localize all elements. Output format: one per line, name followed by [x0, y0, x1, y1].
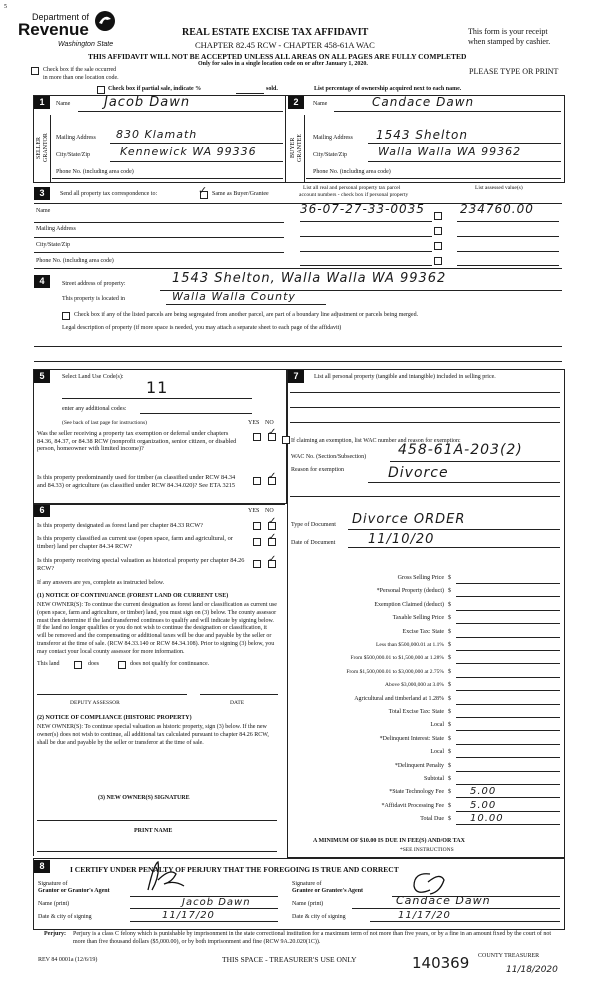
calc-value-line [456, 757, 560, 758]
s3-city-label: City/State/Zip [36, 242, 70, 248]
land-does-label: does [88, 661, 99, 667]
street-label: Street address of property: [62, 281, 126, 287]
warning-text: THIS AFFIDAVIT WILL NOT BE ACCEPTED UNLESS ALL AREAS ON ALL PAGES ARE FULLY COMPLETED [88, 52, 467, 61]
calc-label: Above $3,000,000 at 3.0% [385, 682, 444, 688]
buyer-name[interactable]: Candace Dawn [372, 95, 475, 109]
doc-date-line [348, 547, 560, 548]
grantor-name-line [130, 908, 278, 909]
calc-label: Local [430, 749, 444, 755]
land-use-line [62, 398, 252, 399]
s5-q1-no-mark: ✓ [268, 427, 278, 438]
personal-property-checkbox-2[interactable] [434, 227, 442, 235]
buyer-mailing-label: Mailing Address [313, 135, 353, 141]
seller-name-label: Name [56, 101, 71, 107]
section-4-badge: 4 [34, 275, 50, 288]
new-owner-sig-label: (3) NEW OWNER(S) SIGNATURE [98, 795, 190, 801]
section-2-badge: 2 [288, 96, 304, 109]
calc-dollar-sign: $ [448, 763, 451, 769]
seller-phone-line [52, 178, 283, 179]
calc-dollar-sign: $ [448, 776, 451, 782]
personal-property-checkbox-1[interactable] [434, 212, 442, 220]
county-treasurer-label: COUNTY TREASURER [478, 953, 540, 959]
calc-label: Taxable Selling Price [392, 615, 444, 621]
calc-value-line [456, 824, 560, 825]
partial-sale-checkbox[interactable] [97, 86, 105, 94]
buyer-city-line [368, 161, 561, 162]
land-use-code[interactable]: 11 [146, 378, 169, 397]
grantee-date-label: Date & city of signing [292, 914, 346, 920]
s5-q1-yes[interactable] [253, 433, 261, 441]
doc-type-value[interactable]: Divorce ORDER [352, 512, 466, 527]
s6-q3-no-mark: ✓ [268, 554, 278, 565]
multi-location-checkbox[interactable] [31, 67, 39, 75]
assessed-line-4 [457, 265, 559, 266]
stamp-date: 11/18/2020 [506, 965, 558, 975]
doc-date-value[interactable]: 11/10/20 [368, 532, 435, 547]
parcel-header-2: account numbers - check box if personal property [299, 192, 409, 198]
deputy-line [37, 694, 187, 695]
s6-q3-yes[interactable] [253, 560, 261, 568]
land-does-not-checkbox[interactable] [118, 661, 126, 669]
s6-yes-header: YES [248, 508, 260, 514]
personal-property-checkbox-3[interactable] [434, 242, 442, 250]
seller-phone-label: Phone No. (including area code) [56, 169, 134, 175]
notice-2-title: (2) NOTICE OF COMPLIANCE (HISTORIC PROPERTY) [37, 715, 192, 721]
this-land-label: This land [37, 661, 60, 667]
calc-value-line [456, 744, 560, 745]
correspondence-label: Send all property tax correspondence to: [60, 191, 158, 197]
grantor-date-label: Date & city of signing [38, 914, 92, 920]
buyer-side-divider [304, 115, 305, 182]
calc-label: *Affidavit Processing Fee [381, 803, 444, 809]
s3-phone-label: Phone No. (including area code) [36, 258, 114, 264]
buyer-city[interactable]: Walla Walla WA 99362 [378, 145, 522, 158]
seller-mailing-label: Mailing Address [56, 135, 96, 141]
parcel-header-1: List all real and personal property tax parcel [303, 185, 401, 191]
pp-line-2 [290, 407, 560, 408]
grantee-sig-label-1: Signature of [292, 881, 322, 887]
calc-value-line [456, 677, 560, 678]
doc-type-line [348, 529, 560, 530]
calc-dollar-sign: $ [448, 575, 451, 581]
pp-line-1 [290, 392, 560, 393]
buyer-side-label: BUYER GRANTEE [290, 134, 303, 162]
receipt-number: 140369 [412, 954, 470, 972]
notice-2-body: NEW OWNER(S): To continue special valuation as historic property, sign (3) below. If the new owner(s) does not wish to continue, all additional tax calculated pursuant to chapter 84.26 RCW, shall be due and payable by the seller or transferor at the time of sale. [37, 724, 269, 746]
form-number: REV 84 0001a (12/6/19) [38, 957, 98, 963]
print-name-line [37, 851, 277, 852]
seller-mailing[interactable]: 830 Klamath [116, 128, 198, 141]
buyer-mailing-line [368, 143, 561, 144]
form-title: REAL ESTATE EXCISE TAX AFFIDAVIT [182, 27, 369, 38]
grantee-sig-label-2: Grantee or Grantee's Agent [292, 888, 364, 894]
parcel-line-1 [300, 221, 432, 222]
s6-top-line [33, 504, 285, 505]
calc-dollar-sign: $ [448, 655, 451, 661]
calc-value-line [456, 784, 560, 785]
s5-q2-no-mark: ✓ [268, 471, 278, 482]
grantor-signature[interactable] [140, 860, 200, 896]
form-prefix: 5 [4, 4, 7, 10]
s6-q2-yes[interactable] [253, 538, 261, 546]
grantor-name-print-label: Name (print) [38, 901, 70, 907]
state-label: Washington State [58, 41, 114, 48]
grantee-name-print-label: Name (print) [292, 901, 324, 907]
grantor-date[interactable]: 11/17/20 [162, 910, 215, 921]
perjury-label: Perjury: [44, 931, 66, 937]
s5-question-2: Is this property predominantly used for timber (as classified under RCW 84.34 and 84.33) or agriculture (as classified under RCW 84.34.020)? See ETA 3215 [37, 474, 236, 489]
s5-question-1: Was the seller receiving a property tax exemption or deferral under chapters 84.36, 84.37, or 84.38 RCW (nonprofit organization, senior citizen, or disabled person, homeowner with limited income)? [37, 430, 237, 453]
type-or-print: PLEASE TYPE OR PRINT [469, 67, 559, 76]
chapter-label: CHAPTER 82.45 RCW - CHAPTER 458-61A WAC [195, 40, 375, 50]
additional-codes-label: enter any additional codes: [62, 406, 127, 412]
calc-dollar-sign: $ [448, 696, 451, 702]
s3-city-line [34, 252, 284, 253]
sales-note: Only for sales in a single location code on or after January 1, 2020. [198, 61, 368, 67]
s3-name-line [34, 222, 284, 223]
buyer-phone-line [306, 178, 561, 179]
section-1-badge: 1 [34, 96, 50, 109]
receipt-note-1: This form is your receipt [468, 27, 548, 36]
calc-dollar-sign: $ [448, 588, 451, 594]
calc-dollar-sign: $ [448, 602, 451, 608]
buyer-name-line [334, 111, 561, 112]
reason-value[interactable]: Divorce [388, 465, 449, 481]
calc-dollar-sign: $ [448, 682, 451, 688]
assessed-line-1 [457, 221, 559, 222]
buyer-mailing[interactable]: 1543 Shelton [376, 128, 468, 142]
calc-value-line [456, 637, 560, 638]
seller-side-label: SELLER GRANTOR [36, 133, 49, 163]
calc-value-line [456, 730, 560, 731]
same-as-buyer-label: Same as Buyer/Grantee [212, 191, 269, 197]
grantee-date[interactable]: 11/17/20 [398, 910, 451, 921]
s3-mailing-label: Mailing Address [36, 226, 76, 232]
calc-dollar-sign: $ [448, 789, 451, 795]
grantor-date-line [130, 921, 278, 922]
calc-label: Excise Tax: State [402, 629, 444, 635]
calc-value[interactable]: 5.00 [470, 786, 497, 797]
calc-label: Total Due [420, 816, 444, 822]
calc-value-line [456, 623, 560, 624]
calc-dollar-sign: $ [448, 736, 451, 742]
notice-1-title: (1) NOTICE OF CONTINUANCE (FOREST LAND OR CURRENT USE) [37, 593, 229, 599]
calc-label: *Personal Property (deduct) [376, 588, 444, 594]
seller-side-divider [50, 115, 51, 182]
partial-sale-label: Check box if partial sale, indicate % [108, 86, 202, 92]
parcel-line-4 [300, 265, 432, 266]
grantee-name-line [352, 908, 560, 909]
receipt-note-2: when stamped by cashier. [468, 37, 551, 46]
buyer-name-label: Name [313, 101, 328, 107]
parcel-line-2 [300, 236, 432, 237]
reason-label: Reason for exemption [291, 467, 344, 473]
located-county[interactable]: Walla Walla County [172, 290, 296, 303]
assessed-value[interactable]: 234760.00 [460, 202, 534, 216]
legal-line-2 [34, 361, 562, 362]
section-8-badge: 8 [34, 860, 50, 873]
calc-label: Gross Selling Price [397, 575, 444, 581]
exemption-checkbox[interactable] [282, 436, 290, 444]
s6-any-yes: If any answers are yes, complete as instructed below. [37, 580, 165, 586]
assessed-header: List assessed value(s) [475, 185, 523, 191]
s6-question-3: Is this property receiving special valuation as historical property per chapter 84.26 RCW? [37, 557, 245, 572]
s6-q1-no-mark: ✓ [268, 516, 278, 527]
legal-line-1 [34, 346, 562, 347]
calc-value-line [456, 811, 560, 812]
notice-1-body: NEW OWNER(S): To continue the current designation as forest land or classification as current use (open space, farm and agriculture, or timber) land, you must sign on (3) below. The county assessor must then determine if the land transferred continues to qualify and will indicate by signing below. If the land no longer qualifies or you do not wish to continue the designation or classification, it will be removed and the compensating or additional taxes will be due and payable by the seller or transferor at the time of sale. (RCW 84.33.140 or RCW 84.34.108). Prior to signing (3) below, you may contact your local county assessor for more information. [37, 602, 277, 655]
perjury-text: Perjury is a class C felony which is punishable by imprisonment in the state correctional institution for a maximum term of not more than five years, or by a fine in an amount fixed by the court of not more than five thousand dollars ($5,000.00), or by both imprisonment and fine (RCW 9A.20.020(1C)). [73, 931, 552, 945]
ownership-note: List percentage of ownership acquired next to each name. [314, 86, 462, 92]
pp-line-3 [290, 422, 560, 423]
s5-yes-header: YES [248, 420, 260, 426]
calc-label: *State Technology Fee [389, 789, 444, 795]
calc-dollar-sign: $ [448, 722, 451, 728]
grantee-printed-name[interactable]: Candace Dawn [396, 894, 491, 907]
s6-left-border [33, 502, 34, 856]
s6-q1-yes[interactable] [253, 522, 261, 530]
calc-value-line [456, 610, 560, 611]
certify-statement: I CERTIFY UNDER PENALTY OF PERJURY THAT THE FOREGOING IS TRUE AND CORRECT [70, 865, 399, 874]
calc-label: Subtotal [423, 776, 444, 782]
calc-value-line [456, 583, 560, 584]
calc-label: *Delinquent Interest: State [379, 736, 444, 742]
street-address[interactable]: 1543 Shelton, Walla Walla WA 99362 [172, 271, 447, 286]
calc-value-line [456, 596, 560, 597]
buyer-city-label: City/State/Zip [313, 152, 347, 158]
segregated-label: Check box if any of the listed parcels are being segregated from another parcel, are part of a boundary line adjustment or parcels being merged. [74, 312, 419, 318]
calc-dollar-sign: $ [448, 642, 451, 648]
calc-value[interactable]: 10.00 [470, 813, 504, 824]
calc-value-line [456, 650, 560, 651]
s3-name-label: Name [36, 208, 51, 214]
s6-question-1: Is this property designated as forest land per chapter 84.33 RCW? [37, 522, 203, 529]
personal-property-label: List all personal property (tangible and intangible) included in selling price. [314, 374, 496, 380]
seller-city-line [110, 161, 283, 162]
land-does-not-label: does not qualify for continuance. [130, 661, 210, 667]
section-3-badge: 3 [34, 187, 50, 200]
calc-label: Less than $500,000.01 at 1.1% [376, 642, 444, 648]
section-6-badge: 6 [34, 504, 50, 517]
assessed-line-3 [457, 251, 559, 252]
assessed-line-2 [457, 236, 559, 237]
seller-mailing-line [110, 143, 283, 144]
calc-value[interactable]: 5.00 [470, 800, 497, 811]
calc-value-line [456, 704, 560, 705]
grantor-sig-label-1: Signature of [38, 881, 68, 887]
segregated-checkbox[interactable] [62, 312, 70, 320]
calc-label: From $1,500,000.01 to $3,000,000 at 2.75% [346, 669, 444, 675]
calc-dollar-sign: $ [448, 629, 451, 635]
personal-property-checkbox-4[interactable] [434, 257, 442, 265]
located-label: This property is located in [62, 296, 125, 302]
calc-label: Exemption Claimed (deduct) [374, 602, 444, 608]
calc-dollar-sign: $ [448, 816, 451, 822]
calc-label: Agricultural and timberland at 1.28% [354, 696, 444, 702]
grantor-printed-name[interactable]: Jacob Dawn [182, 897, 251, 908]
calc-dollar-sign: $ [448, 709, 451, 715]
s3-mailing-line [34, 237, 284, 238]
see-back-note: (See back of last page for instructions) [62, 420, 147, 426]
calc-label: *Delinquent Penalty [394, 763, 444, 769]
calc-label: From $500,000.01 to $1,500,000 at 1.28% [350, 655, 444, 661]
located-line [166, 304, 326, 305]
grantor-sig-label-2: Grantor or Grantor's Agent [38, 888, 110, 894]
deputy-date-label: DATE [230, 700, 245, 706]
section-7-badge: 7 [288, 370, 304, 383]
same-as-check-mark: ✓ [198, 184, 209, 197]
parties-divider [285, 95, 286, 182]
doc-type-label: Type of Document [291, 522, 336, 528]
calc-dollar-sign: $ [448, 615, 451, 621]
wac-line [390, 461, 560, 462]
s5-no-header: NO [265, 420, 274, 426]
calc-label: Local [430, 722, 444, 728]
reason-line-1 [368, 482, 560, 483]
calc-dollar-sign: $ [448, 803, 451, 809]
revenue-logo-icon [94, 10, 116, 32]
multi-location-label-1: Check box if the sale occurred [43, 67, 117, 73]
treasurer-space-label: THIS SPACE - TREASURER'S USE ONLY [222, 955, 357, 964]
deputy-assessor-label: DEPUTY ASSESSOR [70, 700, 120, 706]
calc-label: Total Excise Tax: State [388, 709, 444, 715]
calc-value-line [456, 717, 560, 718]
legal-description-label: Legal description of property (if more space is needed, you may attach a separate sheet to each page of the affidavit) [62, 325, 342, 331]
exemption-label: If claiming an exemption, list WAC number and reason for exemption: [291, 438, 461, 444]
sold-label: sold. [266, 86, 278, 92]
see-instructions-note: *SEE INSTRUCTIONS [400, 847, 454, 853]
wac-label: WAC No. (Section/Subsection) [291, 454, 367, 460]
calc-value-line [456, 771, 560, 772]
revenue-logo-text: Revenue [18, 20, 89, 39]
calc-value-line [456, 797, 560, 798]
multi-location-label-2: in more than one location code. [43, 75, 119, 81]
minimum-due-note: A MINIMUM OF $10.00 IS DUE IN FEE(S) AND/OR TAX [313, 838, 465, 844]
parcel-line-3 [300, 251, 432, 252]
s3-bottom-line [34, 268, 562, 269]
deputy-date-line [200, 694, 278, 695]
s6-no-header: NO [265, 508, 274, 514]
reason-line-2 [290, 496, 560, 497]
doc-date-label: Date of Document [291, 540, 336, 546]
land-does-checkbox[interactable] [74, 661, 82, 669]
land-use-label: Select Land Use Code(s): [62, 374, 124, 380]
partial-sale-line [236, 93, 264, 94]
s6-q2-no-mark: ✓ [268, 532, 278, 543]
calc-value-line [456, 690, 560, 691]
grantee-date-line [370, 921, 560, 922]
section-5-badge: 5 [34, 370, 50, 383]
dept-label: Department of [32, 12, 90, 22]
parcel-number[interactable]: 36-07-27-33-0035 [300, 202, 425, 216]
seller-name[interactable]: Jacob Dawn [104, 95, 191, 110]
calc-value-line [456, 663, 560, 664]
new-owner-sig-line [37, 820, 277, 821]
calc-dollar-sign: $ [448, 669, 451, 675]
s5-q2-yes[interactable] [253, 477, 261, 485]
print-name-label: PRINT NAME [134, 828, 173, 834]
calc-dollar-sign: $ [448, 749, 451, 755]
buyer-phone-label: Phone No. (including area code) [313, 169, 391, 175]
additional-codes-line [140, 413, 252, 414]
seller-name-line [78, 111, 283, 112]
wac-number[interactable]: 458-61A-203(2) [398, 442, 523, 458]
seller-city-label: City/State/Zip [56, 152, 90, 158]
seller-city[interactable]: Kennewick WA 99336 [120, 145, 257, 158]
s6-question-2: Is this property classified as current use (open space, farm and agricultural, or timber) land per chapter 84.34 RCW? [37, 535, 233, 550]
